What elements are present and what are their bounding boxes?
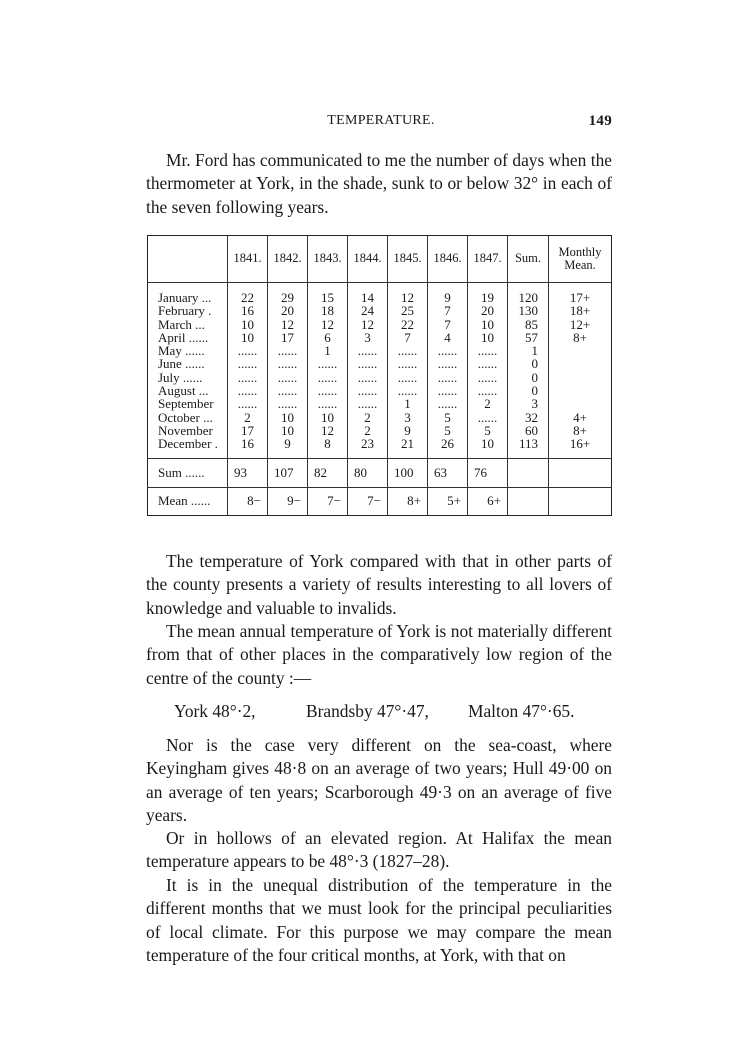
row-sum: 60 xyxy=(508,424,549,437)
place-malton: Malton 47°·65. xyxy=(468,701,575,721)
row-mean: 17+ xyxy=(549,283,612,305)
month-label: January ... xyxy=(158,290,212,305)
year-value: ...... xyxy=(228,397,268,410)
year-value: ...... xyxy=(428,397,468,410)
place-york: York 48°·2, xyxy=(174,701,256,721)
paragraph-6: It is in the unequal distribution of the temperature in the different months that we must look for the principal peculiarities of local climate. For this purpose we may compare the mean temperature of the four critical months, at York, with that on xyxy=(146,875,612,965)
year-value: 20 xyxy=(468,304,508,317)
year-value: ...... xyxy=(428,384,468,397)
year-value: 26 xyxy=(428,437,468,458)
month-label: December . xyxy=(158,436,218,452)
year-value: 10 xyxy=(228,331,268,344)
year-value: 1 xyxy=(388,397,428,410)
year-mean: 9− xyxy=(268,487,308,515)
row-sum: 0 xyxy=(508,357,549,370)
year-value: 7 xyxy=(388,331,428,344)
running-head xyxy=(150,113,612,133)
sum-row xyxy=(148,458,612,487)
header-1846: 1846. xyxy=(428,236,468,283)
month-label: March ... xyxy=(158,316,205,332)
year-sum: 107 xyxy=(268,458,308,487)
row-mean: 12+ xyxy=(549,318,612,331)
year-value: 19 xyxy=(468,283,508,305)
year-value: 15 xyxy=(308,283,348,305)
year-value: 5 xyxy=(428,411,468,424)
year-value: 9 xyxy=(268,437,308,458)
year-value: 12 xyxy=(268,318,308,331)
year-value: ...... xyxy=(468,344,508,357)
year-mean: 7− xyxy=(348,487,388,515)
table-row xyxy=(148,357,612,370)
row-mean: 16+ xyxy=(549,437,612,458)
year-value: ...... xyxy=(308,357,348,370)
year-mean: 8+ xyxy=(388,487,428,515)
row-mean xyxy=(549,384,612,397)
year-value: ...... xyxy=(308,371,348,384)
row-mean: 8+ xyxy=(549,424,612,437)
place-brandsby: Brandsby 47°·47, xyxy=(306,701,429,721)
year-value: ...... xyxy=(468,357,508,370)
year-value: 14 xyxy=(348,283,388,305)
year-value: 2 xyxy=(468,397,508,410)
year-value: ...... xyxy=(428,371,468,384)
year-sum: 63 xyxy=(428,458,468,487)
table-row xyxy=(148,437,612,458)
year-value: ...... xyxy=(388,357,428,370)
year-value: 10 xyxy=(468,331,508,344)
month-label: July ...... xyxy=(158,369,203,385)
intro-paragraph: Mr. Ford has communicated to me the number of days when the thermometer at York, in the shade, sunk to or below 32° in each of the seven following years. xyxy=(146,150,612,217)
table-row xyxy=(148,424,612,437)
row-mean xyxy=(549,357,612,370)
year-value: ...... xyxy=(388,384,428,397)
year-value: ...... xyxy=(468,371,508,384)
row-sum: 57 xyxy=(508,331,549,344)
year-value: 3 xyxy=(348,331,388,344)
header-1844: 1844. xyxy=(348,236,388,283)
table-row xyxy=(148,371,612,384)
sum-label: Sum ...... xyxy=(148,458,228,487)
year-value: 10 xyxy=(468,437,508,458)
year-value: 7 xyxy=(428,318,468,331)
year-value: 10 xyxy=(228,318,268,331)
header-monthly-line1: Monthly xyxy=(558,245,602,259)
row-mean xyxy=(549,344,612,357)
month-label: June ...... xyxy=(158,356,205,372)
year-value: 10 xyxy=(468,318,508,331)
row-mean: 8+ xyxy=(549,331,612,344)
sum-empty xyxy=(549,458,612,487)
year-sum: 100 xyxy=(388,458,428,487)
year-value: ...... xyxy=(268,371,308,384)
table-row xyxy=(148,384,612,397)
table-row xyxy=(148,318,612,331)
header-1841: 1841. xyxy=(228,236,268,283)
header-sum: Sum. xyxy=(508,236,549,283)
year-value: 9 xyxy=(428,283,468,305)
paragraph-4: Nor is the case very different on the sea-coast, where Keyingham gives 48·8 on an average of two years; Hull 49·00 on an average of ten years; Scarborough 49·3 on an average of five years. xyxy=(146,735,612,825)
header-1843: 1843. xyxy=(308,236,348,283)
year-value: 16 xyxy=(228,437,268,458)
table-row xyxy=(148,331,612,344)
header-1842: 1842. xyxy=(268,236,308,283)
year-value: 23 xyxy=(348,437,388,458)
month-label: August ... xyxy=(158,383,209,399)
year-value: 22 xyxy=(228,283,268,305)
year-value: ...... xyxy=(388,344,428,357)
year-value: ...... xyxy=(428,344,468,357)
table-row xyxy=(148,304,612,317)
row-mean: 4+ xyxy=(549,411,612,424)
year-value: ...... xyxy=(268,357,308,370)
year-value: 7 xyxy=(428,304,468,317)
mean-row xyxy=(148,487,612,515)
year-value: 17 xyxy=(228,424,268,437)
year-value: ...... xyxy=(268,397,308,410)
year-value: ...... xyxy=(468,384,508,397)
table-header-row xyxy=(148,236,612,283)
year-value: 9 xyxy=(388,424,428,437)
header-1845: 1845. xyxy=(388,236,428,283)
year-value: 12 xyxy=(308,318,348,331)
year-value: 24 xyxy=(348,304,388,317)
year-value: 18 xyxy=(308,304,348,317)
header-1847: 1847. xyxy=(468,236,508,283)
month-label: October ... xyxy=(158,409,213,425)
year-mean: 8− xyxy=(228,487,268,515)
row-mean xyxy=(549,397,612,410)
mean-label: Mean ...... xyxy=(148,487,228,515)
row-mean xyxy=(549,371,612,384)
year-value: ...... xyxy=(468,411,508,424)
year-sum: 76 xyxy=(468,458,508,487)
sum-empty xyxy=(508,458,549,487)
year-value: 21 xyxy=(388,437,428,458)
row-sum: 85 xyxy=(508,318,549,331)
year-value: 10 xyxy=(308,411,348,424)
row-sum: 113 xyxy=(508,437,549,458)
year-value: 2 xyxy=(228,411,268,424)
mean-empty xyxy=(508,487,549,515)
year-value: 12 xyxy=(388,283,428,305)
year-value: ...... xyxy=(348,357,388,370)
year-value: 6 xyxy=(308,331,348,344)
header-blank xyxy=(148,236,228,283)
row-sum: 3 xyxy=(508,397,549,410)
table-body xyxy=(148,283,612,516)
table-row xyxy=(148,283,612,305)
year-value: 10 xyxy=(268,411,308,424)
year-value: ...... xyxy=(268,384,308,397)
year-sum: 93 xyxy=(228,458,268,487)
paragraph-2: The temperature of York compared with that in other parts of the county presents a variety of results interesting to all lovers of knowledge and valuable to invalids. xyxy=(146,551,612,618)
paragraph-5: Or in hollows of an elevated region. At Halifax the mean temperature appears to be 48°·3 (1827–28). xyxy=(146,828,612,872)
month-label: September xyxy=(158,396,214,412)
paragraph-3: The mean annual temperature of York is not materially different from that of other places in the comparatively low region of the centre of the county :— xyxy=(146,621,612,688)
year-value: ...... xyxy=(228,344,268,357)
page-number: 149 xyxy=(588,113,612,129)
year-value: 17 xyxy=(268,331,308,344)
year-value: 2 xyxy=(348,424,388,437)
year-sum: 82 xyxy=(308,458,348,487)
running-title: TEMPERATURE. xyxy=(327,113,435,128)
year-value: ...... xyxy=(348,344,388,357)
frost-days-table xyxy=(147,235,612,516)
year-value: 4 xyxy=(428,331,468,344)
year-value: ...... xyxy=(348,384,388,397)
month-label: November xyxy=(158,422,213,438)
table-row xyxy=(148,397,612,410)
year-value: ...... xyxy=(348,371,388,384)
row-mean: 18+ xyxy=(549,304,612,317)
year-value: 1 xyxy=(308,344,348,357)
year-mean: 6+ xyxy=(468,487,508,515)
year-mean: 7− xyxy=(308,487,348,515)
year-value: 20 xyxy=(268,304,308,317)
row-sum: 120 xyxy=(508,283,549,305)
year-value: 12 xyxy=(308,424,348,437)
year-value: 12 xyxy=(348,318,388,331)
year-value: 5 xyxy=(428,424,468,437)
table-row xyxy=(148,411,612,424)
year-value: ...... xyxy=(348,397,388,410)
table-row xyxy=(148,344,612,357)
year-value: ...... xyxy=(228,357,268,370)
year-value: 8 xyxy=(308,437,348,458)
mean-empty xyxy=(549,487,612,515)
row-sum: 130 xyxy=(508,304,549,317)
year-value: 29 xyxy=(268,283,308,305)
row-sum: 0 xyxy=(508,384,549,397)
year-value: 2 xyxy=(348,411,388,424)
row-sum: 32 xyxy=(508,411,549,424)
year-value: ...... xyxy=(268,344,308,357)
month-label: April ...... xyxy=(158,329,209,345)
year-value: ...... xyxy=(428,357,468,370)
year-value: ...... xyxy=(228,384,268,397)
row-sum: 0 xyxy=(508,371,549,384)
year-sum: 80 xyxy=(348,458,388,487)
month-label: February . xyxy=(158,303,212,319)
month-label: May ...... xyxy=(158,343,205,359)
year-value: 22 xyxy=(388,318,428,331)
year-value: ...... xyxy=(308,384,348,397)
year-value: 10 xyxy=(268,424,308,437)
header-monthly-mean xyxy=(549,236,612,283)
year-value: 25 xyxy=(388,304,428,317)
year-value: ...... xyxy=(388,371,428,384)
year-value: ...... xyxy=(228,371,268,384)
year-value: 3 xyxy=(388,411,428,424)
year-mean: 5+ xyxy=(428,487,468,515)
year-value: 16 xyxy=(228,304,268,317)
header-monthly-line2: Mean. xyxy=(564,258,596,272)
year-value: ...... xyxy=(308,397,348,410)
year-value: 5 xyxy=(468,424,508,437)
row-sum: 1 xyxy=(508,344,549,357)
